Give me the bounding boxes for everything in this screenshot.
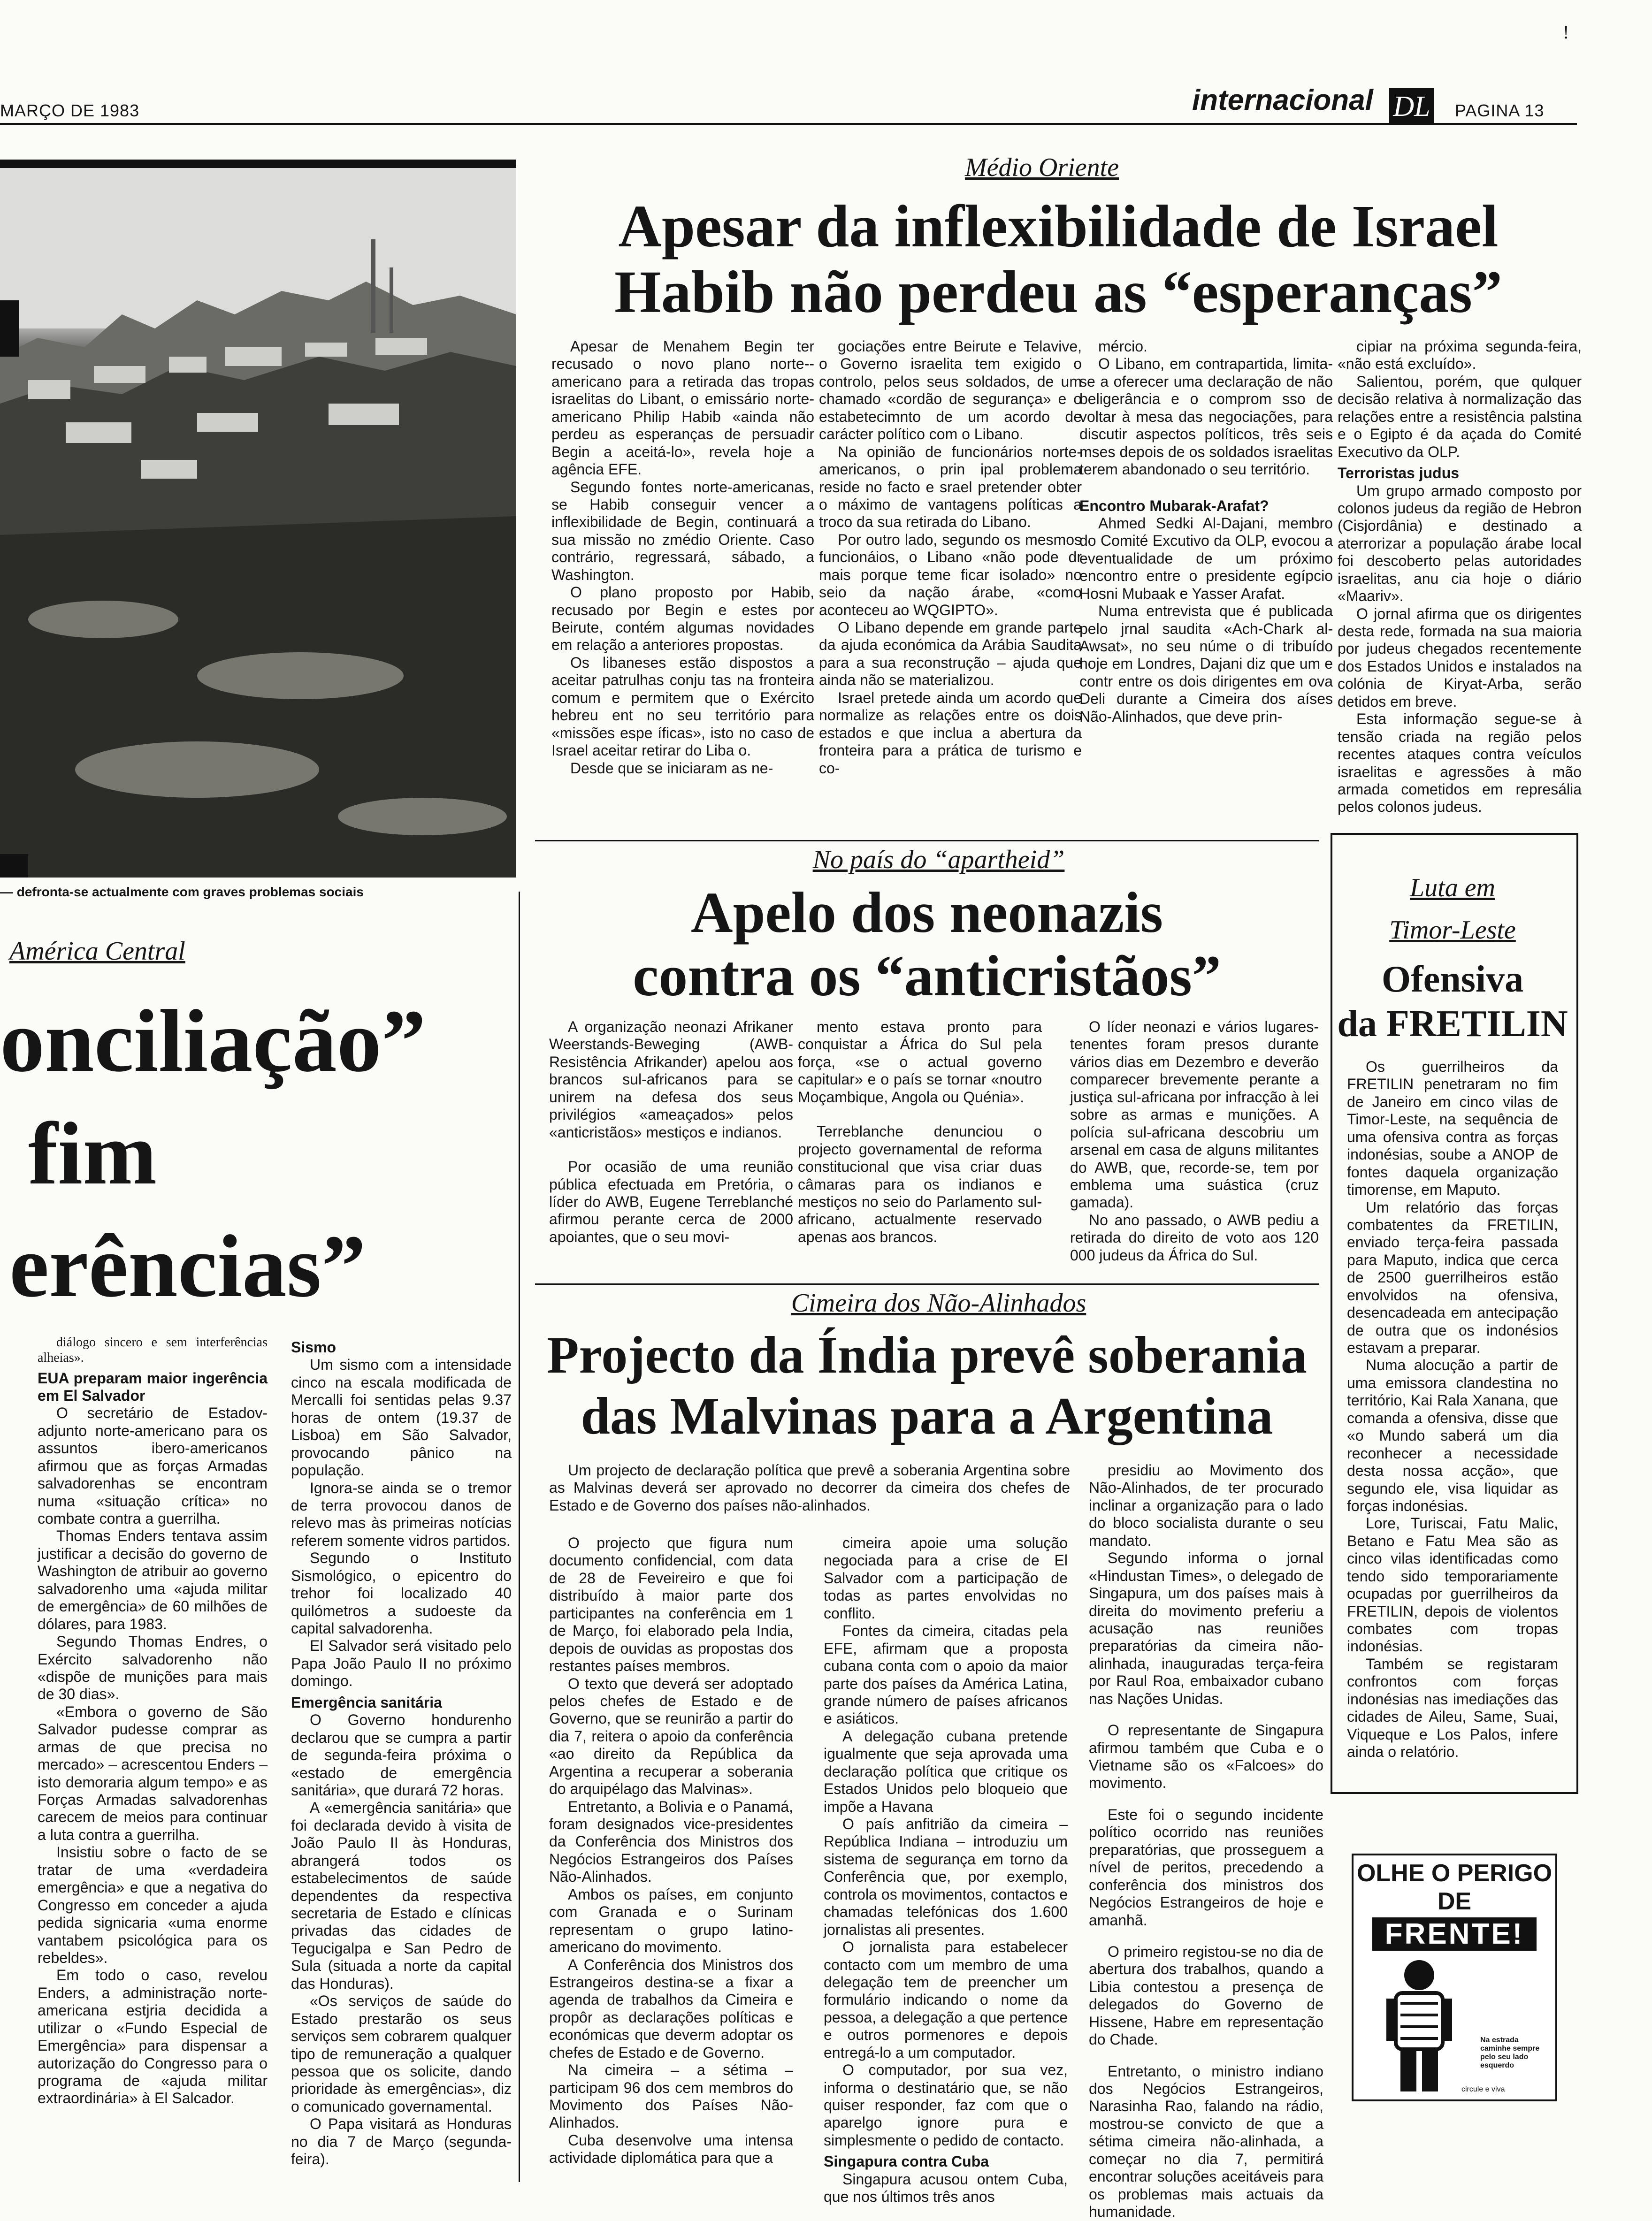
paragraph: A «emergência sanitária» que foi declarada devido à visita de João Paulo II às Honduras, abrangerá todos os estabelecimentos de saúde dependentes da respectiva secretaria de Estado e clínicas privadas das cidades de Tegucigalpa e San Pedro de Sula (situada a norte da capital das Honduras). [291,1799,512,1992]
paragraph: Um sismo com a intensidade cinco na escala modificada de Mercalli foi sentidas pelas 9.37 horas de ontem (19.37 de Lisboa) em São Salvador, provocando pânico na população. [291,1356,512,1479]
paragraph: Um relatório das forças combatentes da FRETILIN, enviado terça-feira passada para Maputo, indica que cerca de 2500 guerrilheiros estão envolvidos na ofensiva, desencadeada em antecipação de outra que os indonésios estavam a preparar. [1347,1198,1558,1356]
subheading: Emergência sanitária [291,1694,442,1711]
paragraph: Ahmed Sedki Al-Dajani, membro do Comité Excutivo da OLP, evocou a eventualidade de um próximo encontro entre o presidente egípcio Hosni Mubaak e Yasser Arafat. [1079,514,1333,602]
article-malvinas-col3 [1089,1462,1323,2221]
paragraph: O plano proposto por Habib, recusado por Begin e estes por Beirute, contém algumas novidades em relação a anteriores propostas. [551,584,814,654]
kicker-apartheid: No país do “apartheid” [812,845,1065,874]
paragraph: Os guerrilheiros da FRETILIN penetraram no fim de Janeiro em cinco vilas de Timor-Leste, na sequência de uma ofensiva contra as forças indonésias, soube a ANOP de fontes daquela organização timorense, em Maputo. [1347,1058,1558,1198]
paragraph: O jornalista para estabelecer contacto com um membro de uma delegação tem de preencher um formulário indicando o nome da pessoa, a delegação a que pertence e outros pormenores e depois entregá-lo a um computador. [824,1939,1068,2061]
kicker-medio-oriente: Médio Oriente [964,153,1119,182]
kicker-timor-line2: Timor-Leste [1389,916,1516,945]
paragraph: O Governo hondurenho declarou que se cumpra a partir de segunda-feira próxima o «estado de emergência sanitária», que durará 72 horas. [291,1711,512,1799]
paragraph: Na opinião de funcionários norte-americanos, o prin ipal problema reside no facto e srael pretender obter o máximo de vantagens políticas a troco da sua retirada do Libano. [819,443,1082,531]
paragraph: O líder neonazi e vários lugares-tenentes foram presos durante vários dias em Dezembro e deverão comparecer brevemente perante a justiça sul-africana por infracção à lei sobre as armas e munições. A polícia sul-africana descobriu um arsenal em casa de alguns militantes do AWB, que, recorde-se, tem por emblema uma suástica (cruz gamada). [1070,1018,1319,1211]
article-america-col1 [38,1335,268,2107]
paragraph: Segundo informa o jornal «Hindustan Times», o delegado de Singapura, um dos países mais à direita do movimento preferiu a acusação nas reuniões preparatórias da cimeira não-alinhada, inauguradas terça-feira por Raul Roa, embaixador cubano nas Nações Unidas. [1089,1549,1323,1707]
section-title: internacional [1192,84,1373,116]
headline-fretilin-line1: Ofensiva [1381,959,1524,1000]
headline-israel-line1: Apesar da inflexibilidade de Israel [618,193,1499,259]
paragraph: Insistiu sobre o facto de se tratar de uma «verdadeira emergência» e que a negativa do Congresso em conceder a ajuda pedida signicaria «uma enorme vantabem psicológica para os rebeldes». [38,1844,268,1966]
paragraph: O Papa visitará as Honduras no dia 7 de Março (segunda-feira). [291,2115,512,2168]
shanty-town-photo [0,160,516,878]
kicker-america-central: América Central [9,937,185,966]
paragraph: O jornal afirma que os dirigentes desta rede, formada na sua maioria por judeus chegados recentemente dos Estados Unidos e instalados na colónia de Kiryat-Arba, serão detidos em breve. [1338,605,1582,710]
divider [535,840,1319,841]
article-malvinas-lead [549,1462,1070,1514]
paragraph: Entretanto, o ministro indiano dos Negócios Estrangeiros, Narasinha Rao, falando na rádio, mostrou-se convicto de que a sétima cimeira não-alinhada, a começar no dia 7, permitirá encontrar soluções aceitáveis para os problemas mais actuais da humanidade. [1089,2062,1323,2221]
paragraph: Numa alocução a partir de uma emissora clandestina no território, Kai Rala Xanana, que comanda a ofensiva, disse que «o Mundo saberá um dia reconhecer a necessidade desta nossa acção», que segundo ele, visa liquidar as forças indonésias. [1347,1357,1558,1514]
paragraph: Segundo Thomas Endres, o Exército salvadorenho não «dispõe de munições para mais de 30 dias». [38,1633,268,1703]
newspaper-logo: DL [1389,88,1434,125]
paragraph: Desde que se iniciaram as ne- [570,759,773,777]
ad-line2: DE [1437,1888,1472,1915]
paragraph: gociações entre Beirute e Telavive, o Governo israelita tem exigido o controlo, pelos seus soldados, de um chamado «cordão de segurança» e o estabetecimnto de um acordo de carácter político com o Libano. [819,338,1082,443]
paragraph: A organização neonazi Afrikaner Weerstands-Beweging (AWB-Resistência Afrikander) apelou aos brancos sul-africanos para se unirem na defesa dos seus privilégios «ameaçados» pelos «anticristãos» mestiços e indianos. [549,1018,793,1141]
headline-america-line1: onciliação” [0,992,426,1091]
column-divider [519,892,520,2182]
paragraph: O secretário de Estadov-adjunto norte-americano para os assuntos ibero-americanos afirmou que as forças Armadas salvadorenhas se encontram numa «situação crítica» no combate contra a guerrilha. [38,1404,268,1527]
ad-line1: OLHE O PERIGO [1356,1860,1553,1887]
paragraph: Um grupo armado composto por colonos judeus da região de Hebron (Cisjordânia) e destinado a aterrorizar a população árabe local foi descoberto pelas autoridades israelitas, anu cia hoje o diário «Maariv». [1338,482,1582,605]
headline-neonazis-line2: contra os “anticristãos” [633,944,1221,1008]
paragraph: Singapura acusou ontem Cuba, que nos últimos três anos [824,2170,1068,2206]
subheading: Terroristas judus [1338,465,1460,482]
paragraph: Um projecto de declaração política que prevê a soberania Argentina sobre as Malvinas deverá ser aprovado no decorrer da cimeira dos chefes de Estado e de Governo dos países não-alinhados. [549,1462,1070,1514]
article-malvinas-col1 [549,1534,793,2167]
paragraph: Os libaneses estão dispostos a aceitar patrulhas conju tas na fronteira comum e permitem que o Exército hebreu ent no seu território para «missões espe íficas», isto no caso de Israel aceitar retirar do Liba o. [551,654,814,759]
article-israel-col2 [819,338,1082,777]
headline-america-line2: fim [28,1105,157,1203]
paragraph: Em todo o caso, revelou Enders, a administração norte-americana estjria decidida a utilizar o «Fundo Especial de Emergência» para dispensar a autorização do Congresso para o programa de «ajuda militar extraordinária» à El Salcador. [38,1967,268,2107]
paragraph: Este foi o segundo incidente político ocorrido nas reuniões preparatórias, que prosseguem a nível de peritos, precedendo a conferência dos ministros dos Negócios Estrangeiros de hoje e amanhã. [1089,1806,1323,1929]
headline-neonazis-line1: Apelo dos neonazis [691,880,1163,945]
corner-mark: ! [1563,22,1569,43]
paragraph: mércio. [1098,338,1147,355]
paragraph: O computador, por sua vez, informa o destinatário que, se não quiser responder, faz com que o aparelgo ignore pura e simplesmente o pedido de contacto. [824,2061,1068,2149]
paragraph: A Conferência dos Ministros dos Estrangeiros destina-se a fixar a agenda de trabalhos da Cimeira e propôr as declarações políticas e económicas que deverm adoptar os chefes de Estado e de Governo. [549,1956,793,2061]
subheading: Sismo [291,1339,337,1356]
paragraph: presidiu ao Movimento dos Não-Alinhados, de ter procurado inclinar a organização para o lado do bloco socialista durante o seu mandato. [1089,1462,1323,1549]
article-america-col2 [291,1335,512,2168]
issue-date: MARÇO DE 1983 [0,101,140,120]
paragraph: diálogo sincero e sem interferências alheias». [38,1335,268,1365]
paragraph: Terreblanche denunciou o projecto governamental de reforma constitucional que visa criar duas câmaras para os indianos e mestiços no seio do Parlamento sul-africano, actualmente reservado apenas aos brancos. [798,1123,1042,1245]
paragraph: «Embora o governo de São Salvador pudesse comprar as armas de que precisa no mercado» – acrescentou Enders – isto demoraria algum tempo» e as Forças Armadas salvadorenhas carecem de meios para continuar a luta contra a guerrilha. [38,1703,268,1843]
paragraph: Esta informação segue-se à tensão criada na região pelos recentes ataques contra veículos israelitas e agressões à mão armada cometidos em represália pelos colonos judeus. [1338,710,1582,816]
paragraph: «Os serviços de saúde do Estado prestarão os seus serviços sem cobrarem qualquer tipo de remuneração a qualquer pessoa que os solicite, dando prioridade às emergências», diz o comunicado governamental. [291,1992,512,2115]
road-safety-ad [1352,1854,1557,2101]
paragraph: Thomas Enders tentava assim justificar a decisão do governo de Washington de atribuir ao governo salvadorenho uma «ajuda militar de emergência» de 60 milhões de dólares, para 1983. [38,1527,268,1633]
headline-malvinas-line2: das Malvinas para a Argentina [581,1387,1273,1445]
subheading: Singapura contra Cuba [824,2153,989,2170]
header-rule [0,123,1577,125]
article-neonazis-col2 [798,1018,1042,1246]
paragraph: Segundo o Instituto Sismológico, o epicentro do trehor foi localizado 40 quilómetros a sudoeste da capital salvadorenha. [291,1549,512,1637]
article-malvinas-col2 [824,1534,1068,2206]
paragraph: O projecto que figura num documento confidencial, com data de 28 de Feveireiro e que foi distribuído à maior parte dos participantes na conferência em 1 de Março, foi elaborado pela India, depois de ouvidas as propostas dos restantes países membros. [549,1534,793,1675]
paragraph: A delegação cubana pretende igualmente que seja aprovada uma declaração política que critique os Estados Unidos pelo bloqueio que impõe a Havana [824,1727,1068,1815]
article-israel-col1 [551,338,814,777]
paragraph: Numa entrevista que é publicada pelo jrnal saudita «Ach-Chark al-Awsat», no seu núme o di tribuído hoje em Londres, Dajani diz que um e contr entre os dois dirigentes em ova Deli durante a Cimeira dos aíses Não-Alinhados, que deve prin- [1079,603,1333,725]
subheading: EUA preparam maior ingerência em El Salvador [38,1369,268,1404]
divider [535,1283,1319,1285]
paragraph: Ignora-se ainda se o tremor de terra provocou danos de relevo mas às primeiras notícias referem somente vidros partidos. [291,1479,512,1549]
article-neonazis-col3 [1070,1018,1319,1264]
paragraph: Salientou, porém, que qulquer decisão relativa à normalização das relações entre a resistência palstina e o Egipto é da açada do Comité Executivo da OLP. [1338,373,1582,460]
headline-fretilin-line2: da FRETILIN [1337,1003,1568,1045]
paragraph: Israel pretede ainda um acordo que normalize as relações entre os dois estados e que inclua a abertura da fronteira para a prática de turismo e co- [819,689,1082,777]
paragraph: cimeira apoie uma solução negociada para a crise de El Salvador com a participação de todas as partes envolvidas no conflito. [824,1534,1068,1622]
ad-fine-print: Na estrada caminhe sempre pelo seu lado esquerdo [1480,2036,1540,2069]
paragraph: O primeiro registou-se no dia de abertura dos trabalhos, quando a Libia contestou a presença de delegados do Governo de Hissene, Habre em representação do Chade. [1089,1943,1323,2048]
paragraph: Por outro lado, segundo os mesmos funcionáios, o Libano «não pode dr mais porque teme ficar isolado» no seio da nação árabe, «como aconteceu ao WQGIPTO». [819,531,1082,618]
page-number: PAGINA 13 [1455,101,1545,120]
paragraph: Na cimeira – a sétima – participam 96 dos cem membros do Movimento dos Países Não-Alinhados. [549,2061,793,2131]
paragraph: O representante de Singapura afirmou também que Cuba e o Vietname são os «Falcoes» do movimento. [1089,1722,1323,1792]
pedestrian-illustration [1368,1956,1471,2097]
ad-footer: circule e viva [1461,2085,1505,2093]
kicker-nao-alinhados: Cimeira dos Não-Alinhados [791,1289,1086,1318]
paragraph: O Libano, em contrapartida, limita-se a oferecer uma declaração de não beligerância e o comprom sso de voltar à mesa das negociações, para discutir aspectos políticos, três seis mses depois de os soldados israelitas terem abandonado o seu território. [1079,355,1333,478]
paragraph: Entretanto, a Bolivia e o Panamá, foram designados vice-presidentes da Conferência dos Ministros dos Negócios Estrangeiros dos Países Não-Alinhados. [549,1798,793,1885]
paragraph: No ano passado, o AWB pediu a retirada do direito de voto aos 120 000 judeus da África do Sul. [1070,1211,1319,1264]
paragraph: Também se registaram confrontos com forças indonésias nas imediações das cidades de Aileu, Same, Suai, Viqueque e Los Palos, infere ainda o relatório. [1347,1655,1558,1761]
article-israel-col4 [1338,338,1582,816]
paragraph: O país anfitrião da cimeira – República Indiana – introduziu um sistema de segurança em torno da Conferência que, por exemplo, controla os movimentos, contactos e chamadas telefónicas dos 1.600 jornalistas ali presentes. [824,1816,1068,1938]
photo-caption: — defronta-se actualmente com graves problemas sociais [0,885,364,899]
headline-israel-line2: Habib não perdeu as “esperanças” [614,259,1502,325]
article-israel-col3 [1079,338,1333,725]
paragraph: El Salvador será visitado pelo Papa João Paulo II no próximo domingo. [291,1637,512,1690]
headline-malvinas-line1: Projecto da Índia prevê soberania [547,1326,1307,1384]
subheading: Encontro Mubarak-Arafat? [1079,497,1269,514]
article-fretilin [1347,1058,1558,1761]
paragraph: Fontes da cimeira, citadas pela EFE, afirmam que a proposta cubana conta com o apoio da maior parte dos países da América Latina, grande número de países africanos e asiáticos. [824,1622,1068,1727]
ad-line3: FRENTE! [1372,1917,1537,1951]
paragraph: Ambos os países, em conjunto com Granada e o Surinam representam o grupo latino-americano do movimento. [549,1885,793,1956]
paragraph: Por ocasião de uma reunião pública efectuada em Pretória, o líder do AWB, Eugene Terreblanché afirmou perante cerca de 2000 apoiantes, que o seu movi- [549,1158,793,1245]
headline-america-line3: erências” [9,1217,366,1316]
paragraph: O Libano depende em grande parte da ajuda económica da Arábia Saudita para a sua reconstrução – ajuda que ainda não se materializou. [819,619,1082,689]
paragraph: mento estava pronto para conquistar a África do Sul pela força, «se o actual governo capitular» e o país se tornar «noutro Moçambique, Angola ou Quénia». [798,1018,1042,1106]
paragraph: O texto que deverá ser adoptado pelos chefes de Estado e de Governo, que se reunirão a partir do dia 7, reitera o apoio da conferência «ao direito da República da Argentina a recuperar a soberania do arquipélago das Malvinas». [549,1675,793,1798]
article-neonazis-col1 [549,1018,793,1246]
paragraph: Lore, Turiscai, Fatu Malic, Betano e Fatu Mea são as cinco vilas identificadas como tendo sido temporariamente ocupadas por guerrilheiros da FRETILIN, depois de violentos combates com tropas indonésias. [1347,1515,1558,1655]
paragraph: Segundo fontes norte-americanas, se Habib conseguir vencer a inflexibilidade de Begin, continuará a sua missão no zmédio Oriente. Caso contrário, regressará, sábado, a Washington. [551,478,814,583]
paragraph: Apesar de Menahem Begin ter recusado o novo plano norte--americano para a retirada das tropas israelitas do Libant, o emissário norte-americano Philip Habib «ainda não perdeu as esperanças de persuadir Begin a aceitá-lo», revela hoje a agência EFE. [551,338,814,478]
photo-illustration [0,160,516,878]
paragraph: Cuba desenvolve uma intensa actividade diplomática para que a [549,2131,793,2167]
paragraph: cipiar na próxima segunda-feira, «não está excluído». [1338,338,1582,373]
kicker-timor-line1: Luta em [1410,873,1495,902]
